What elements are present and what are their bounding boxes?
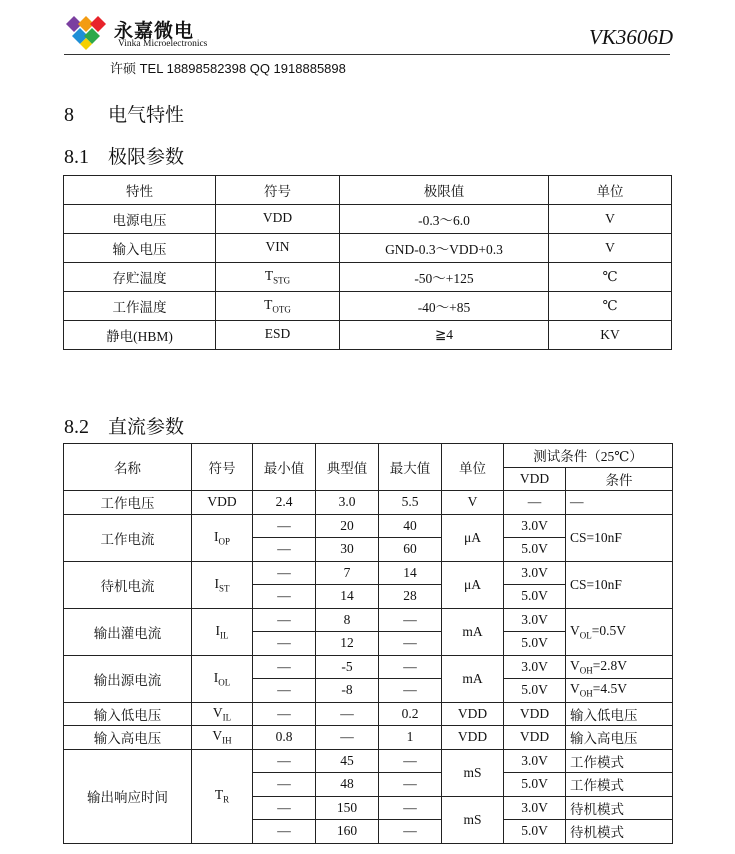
max-value: —	[379, 679, 442, 703]
typ-value: 8	[316, 608, 379, 632]
param-name: 输入电压	[64, 234, 216, 263]
header-cell: 典型值	[316, 444, 379, 491]
symbol: $T_R$	[192, 749, 253, 843]
test-condition: $V_{OH}=2.8V$	[566, 655, 673, 679]
limit-value: GND-0.3～VDD+0.3	[340, 234, 549, 263]
test-condition: 工作模式	[566, 749, 673, 773]
param-name: 输出灌电流	[64, 608, 192, 655]
max-value: 5.5	[379, 491, 442, 515]
typ-value: 3.0	[316, 491, 379, 515]
unit: VDD	[442, 726, 504, 750]
min-value: —	[253, 538, 316, 562]
max-value: —	[379, 608, 442, 632]
header-cell: 名称	[64, 444, 192, 491]
header-cell: 最小值	[253, 444, 316, 491]
section-82-heading	[64, 412, 184, 439]
section-number: 8	[64, 104, 74, 126]
test-vdd: 3.0V	[504, 608, 566, 632]
typ-value: 45	[316, 749, 379, 773]
test-condition: —	[566, 491, 673, 515]
param-name: 存贮温度	[64, 263, 216, 292]
min-value: —	[253, 632, 316, 656]
typ-value: 20	[316, 514, 379, 538]
table-row	[64, 205, 672, 234]
min-value: —	[253, 655, 316, 679]
unit: V	[442, 491, 504, 515]
table-row	[64, 263, 672, 292]
table-row	[64, 292, 672, 321]
min-value: —	[253, 585, 316, 609]
typ-value: 160	[316, 820, 379, 844]
header-cell: 测试条件（25℃）	[504, 444, 673, 468]
symbol: $I_{ST}$	[192, 561, 253, 608]
symbol: $T_{OTG}$	[216, 292, 340, 321]
param-name: 输入高电压	[64, 726, 192, 750]
test-vdd: 5.0V	[504, 773, 566, 797]
test-vdd: VDD	[504, 702, 566, 726]
table-row	[64, 655, 673, 679]
test-condition: 工作模式	[566, 773, 673, 797]
min-value: —	[253, 820, 316, 844]
max-value: —	[379, 749, 442, 773]
max-value: 14	[379, 561, 442, 585]
contact-info: 许硕 TEL 18898582398 QQ 1918885898	[110, 61, 346, 76]
symbol: VDD	[192, 491, 253, 515]
table-header-row	[64, 444, 673, 468]
param-name: 电源电压	[64, 205, 216, 234]
section-title: 极限参数	[108, 146, 185, 168]
max-value: 0.2	[379, 702, 442, 726]
test-vdd: 3.0V	[504, 655, 566, 679]
typ-value: 7	[316, 561, 379, 585]
header-cell: 极限值	[340, 176, 549, 205]
test-condition: $V_{OH}=4.5V$	[566, 679, 673, 703]
table-row	[64, 561, 673, 585]
header-divider	[64, 54, 670, 55]
param-name: 工作电流	[64, 514, 192, 561]
logo-diamonds-icon	[64, 14, 114, 54]
test-vdd: 3.0V	[504, 749, 566, 773]
dc-params-table	[63, 443, 673, 844]
header-cell: 单位	[549, 176, 672, 205]
min-value: 2.4	[253, 491, 316, 515]
typ-value: 14	[316, 585, 379, 609]
max-value: —	[379, 796, 442, 820]
symbol: $I_{OL}$	[192, 655, 253, 702]
table-row	[64, 702, 673, 726]
header-cell: 条件	[566, 467, 673, 491]
param-name: 输入低电压	[64, 702, 192, 726]
test-vdd: 5.0V	[504, 679, 566, 703]
limit-value: -40～+85	[340, 292, 549, 321]
max-value: 40	[379, 514, 442, 538]
unit: mA	[442, 655, 504, 702]
table-row	[64, 321, 672, 350]
table-row	[64, 514, 673, 538]
typ-value: 150	[316, 796, 379, 820]
limit-value: ≧4	[340, 321, 549, 350]
brand-logo	[64, 14, 284, 54]
test-condition: 待机模式	[566, 820, 673, 844]
min-value: —	[253, 514, 316, 538]
symbol: VDD	[216, 205, 340, 234]
min-value: —	[253, 561, 316, 585]
header-cell: 最大值	[379, 444, 442, 491]
test-condition: 输入高电压	[566, 726, 673, 750]
section-title: 直流参数	[108, 416, 185, 438]
symbol: ESD	[216, 321, 340, 350]
symbol: $I_{OP}$	[192, 514, 253, 561]
table-row	[64, 749, 673, 773]
unit: mS	[442, 749, 504, 796]
symbol: $I_{IL}$	[192, 608, 253, 655]
test-vdd: 3.0V	[504, 561, 566, 585]
model-number: VK3606D	[589, 25, 673, 49]
min-value: —	[253, 749, 316, 773]
unit: V	[549, 234, 672, 263]
test-condition: CS=10nF	[566, 514, 673, 561]
brand-name-cn: 永嘉微电	[114, 20, 195, 42]
max-value: —	[379, 820, 442, 844]
min-value: —	[253, 608, 316, 632]
typ-value: —	[316, 702, 379, 726]
unit: VDD	[442, 702, 504, 726]
min-value: —	[253, 702, 316, 726]
max-value: 60	[379, 538, 442, 562]
test-vdd: 3.0V	[504, 796, 566, 820]
header-cell: 符号	[216, 176, 340, 205]
limit-value: -50～+125	[340, 263, 549, 292]
typ-value: 30	[316, 538, 379, 562]
section-title: 电气特性	[108, 104, 185, 126]
unit: ℃	[549, 292, 672, 321]
param-name: 待机电流	[64, 561, 192, 608]
symbol: $T_{STG}$	[216, 263, 340, 292]
header-cell: 单位	[442, 444, 504, 491]
test-vdd: 5.0V	[504, 585, 566, 609]
unit: mS	[442, 796, 504, 843]
table-row	[64, 234, 672, 263]
typ-value: 12	[316, 632, 379, 656]
unit: mA	[442, 608, 504, 655]
test-vdd: 5.0V	[504, 632, 566, 656]
symbol: VIN	[216, 234, 340, 263]
table-row	[64, 726, 673, 750]
section-number: 8.1	[64, 146, 89, 168]
absolute-max-table	[63, 175, 672, 350]
unit: μA	[442, 561, 504, 608]
unit: V	[549, 205, 672, 234]
min-value: —	[253, 796, 316, 820]
header-cell: 符号	[192, 444, 253, 491]
section-81-heading	[64, 142, 184, 169]
max-value: —	[379, 655, 442, 679]
symbol: $V_{IL}$	[192, 702, 253, 726]
min-value: —	[253, 679, 316, 703]
param-name: 工作电压	[64, 491, 192, 515]
limit-value: -0.3～6.0	[340, 205, 549, 234]
test-condition: 输入低电压	[566, 702, 673, 726]
max-value: 28	[379, 585, 442, 609]
unit: μA	[442, 514, 504, 561]
test-condition: CS=10nF	[566, 561, 673, 608]
unit: KV	[549, 321, 672, 350]
param-name: 工作温度	[64, 292, 216, 321]
typ-value: -5	[316, 655, 379, 679]
section-8-heading	[64, 100, 184, 127]
typ-value: 48	[316, 773, 379, 797]
header-cell: VDD	[504, 467, 566, 491]
test-condition: $V_{OL}=0.5V$	[566, 608, 673, 655]
test-vdd: —	[504, 491, 566, 515]
table-header-row	[64, 176, 672, 205]
header-cell: 特性	[64, 176, 216, 205]
unit: ℃	[549, 263, 672, 292]
table-row	[64, 608, 673, 632]
test-vdd: 5.0V	[504, 820, 566, 844]
max-value: —	[379, 773, 442, 797]
max-value: 1	[379, 726, 442, 750]
brand-name-en: Vinka Microelectronics	[118, 39, 208, 49]
param-name: 静电(HBM)	[64, 321, 216, 350]
test-vdd: 3.0V	[504, 514, 566, 538]
test-vdd: 5.0V	[504, 538, 566, 562]
typ-value: —	[316, 726, 379, 750]
symbol: $V_{IH}$	[192, 726, 253, 750]
param-name: 输出响应时间	[64, 749, 192, 843]
test-vdd: VDD	[504, 726, 566, 750]
param-name: 输出源电流	[64, 655, 192, 702]
min-value: —	[253, 773, 316, 797]
test-condition: 待机模式	[566, 796, 673, 820]
max-value: —	[379, 632, 442, 656]
typ-value: -8	[316, 679, 379, 703]
table-row	[64, 491, 673, 515]
section-number: 8.2	[64, 416, 89, 438]
min-value: 0.8	[253, 726, 316, 750]
